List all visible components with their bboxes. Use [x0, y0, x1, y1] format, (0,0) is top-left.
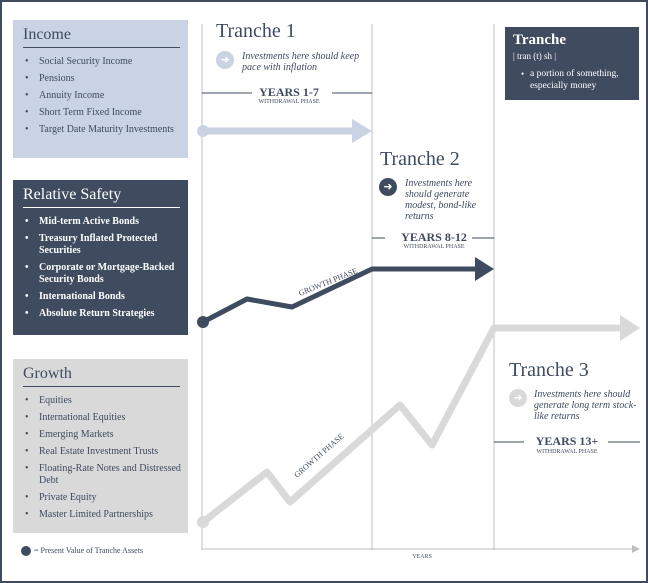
tranche-1-start-point	[197, 125, 209, 137]
income-item: • Short Term Fixed Income	[23, 107, 182, 119]
income-divider	[23, 47, 180, 48]
tranche-1-title: Tranche 1	[216, 20, 296, 42]
growth-item: • Real Estate Investment Trusts	[23, 446, 182, 458]
relative-safety-item: • Corporate or Mortgage-Backed Security Bonds	[23, 262, 182, 286]
growth-box	[13, 359, 188, 533]
tranche-3-growth-line	[203, 328, 622, 522]
growth-item: • Private Equity	[23, 492, 182, 504]
arrow-right-circle-icon: ➜	[379, 178, 397, 196]
definition-bullet: •	[521, 69, 525, 79]
tranche-3-description: Investments here should generate long term stock-like returns	[534, 389, 637, 422]
definition-meaning: a portion of something, especially money	[530, 69, 619, 91]
growth-divider	[23, 386, 180, 387]
income-title: Income	[23, 26, 71, 43]
relative-safety-item: • International Bonds	[23, 291, 182, 303]
income-item: • Pensions	[23, 73, 182, 85]
relative-safety-item: • Mid-term Active Bonds	[23, 216, 182, 228]
x-axis-label: YEARS	[412, 554, 432, 560]
tranche-1-phase: WITHDRAWAL PHASE	[258, 99, 320, 105]
tranche-2-growth-phase-label: GROWTH PHASE	[297, 266, 359, 298]
relative-safety-box	[13, 180, 188, 335]
definition-box	[505, 27, 639, 100]
growth-item: • Equities	[23, 395, 182, 407]
income-item: • Annuity Income	[23, 90, 182, 102]
tranche-3-title: Tranche 3	[509, 359, 589, 381]
tranche-3-years: YEARS 13+	[535, 434, 599, 448]
definition-term: Tranche	[513, 32, 567, 48]
income-list	[23, 56, 182, 141]
relative-safety-item: • Treasury Inflated Protected Securities	[23, 233, 182, 257]
tranche-2-description: Investments here should generate modest, bond-like returns	[405, 178, 477, 222]
tranche-1-arrowhead	[352, 119, 372, 143]
tranche-3-start-point	[197, 516, 209, 528]
tranche-3-phase: WITHDRAWAL PHASE	[536, 449, 598, 455]
income-item: • Target Date Maturity Investments	[23, 124, 182, 136]
growth-item: • Master Limited Partnerships	[23, 509, 182, 521]
income-item: • Social Security Income	[23, 56, 182, 68]
legend-text: = Present Value of Tranche Assets	[34, 546, 144, 555]
tranche-2-phase: WITHDRAWAL PHASE	[403, 244, 465, 250]
tranche-2-start-point	[197, 316, 209, 328]
income-box	[13, 20, 188, 158]
arrow-right-circle-icon: ➜	[509, 389, 527, 407]
growth-item: • Floating-Rate Notes and Distressed Debt	[23, 463, 182, 487]
tranche-2-years: YEARS 8-12	[401, 230, 467, 244]
tranche-2-arrowhead	[475, 257, 494, 281]
tranche-3-growth-phase-label: GROWTH PHASE	[292, 431, 346, 480]
tranche-3-arrowhead	[620, 315, 640, 341]
relative-safety-title: Relative Safety	[23, 186, 122, 203]
relative-safety-item: • Absolute Return Strategies	[23, 308, 182, 320]
tranche-1-description: Investments here should keep pace with inflation	[242, 51, 360, 73]
growth-title: Growth	[23, 365, 72, 382]
tranche-1-years: YEARS 1-7	[259, 85, 319, 99]
tranche-2-title: Tranche 2	[380, 148, 460, 170]
growth-item: • International Equities	[23, 412, 182, 424]
relative-safety-list	[23, 216, 182, 325]
x-axis-arrowhead	[632, 545, 640, 553]
growth-item: • Emerging Markets	[23, 429, 182, 441]
relative-safety-divider	[23, 207, 180, 208]
growth-list	[23, 395, 182, 526]
definition-pronunciation: | tran (t) sh |	[513, 51, 557, 61]
arrow-right-circle-icon: ➜	[216, 51, 234, 69]
legend-circle-icon	[21, 546, 31, 556]
